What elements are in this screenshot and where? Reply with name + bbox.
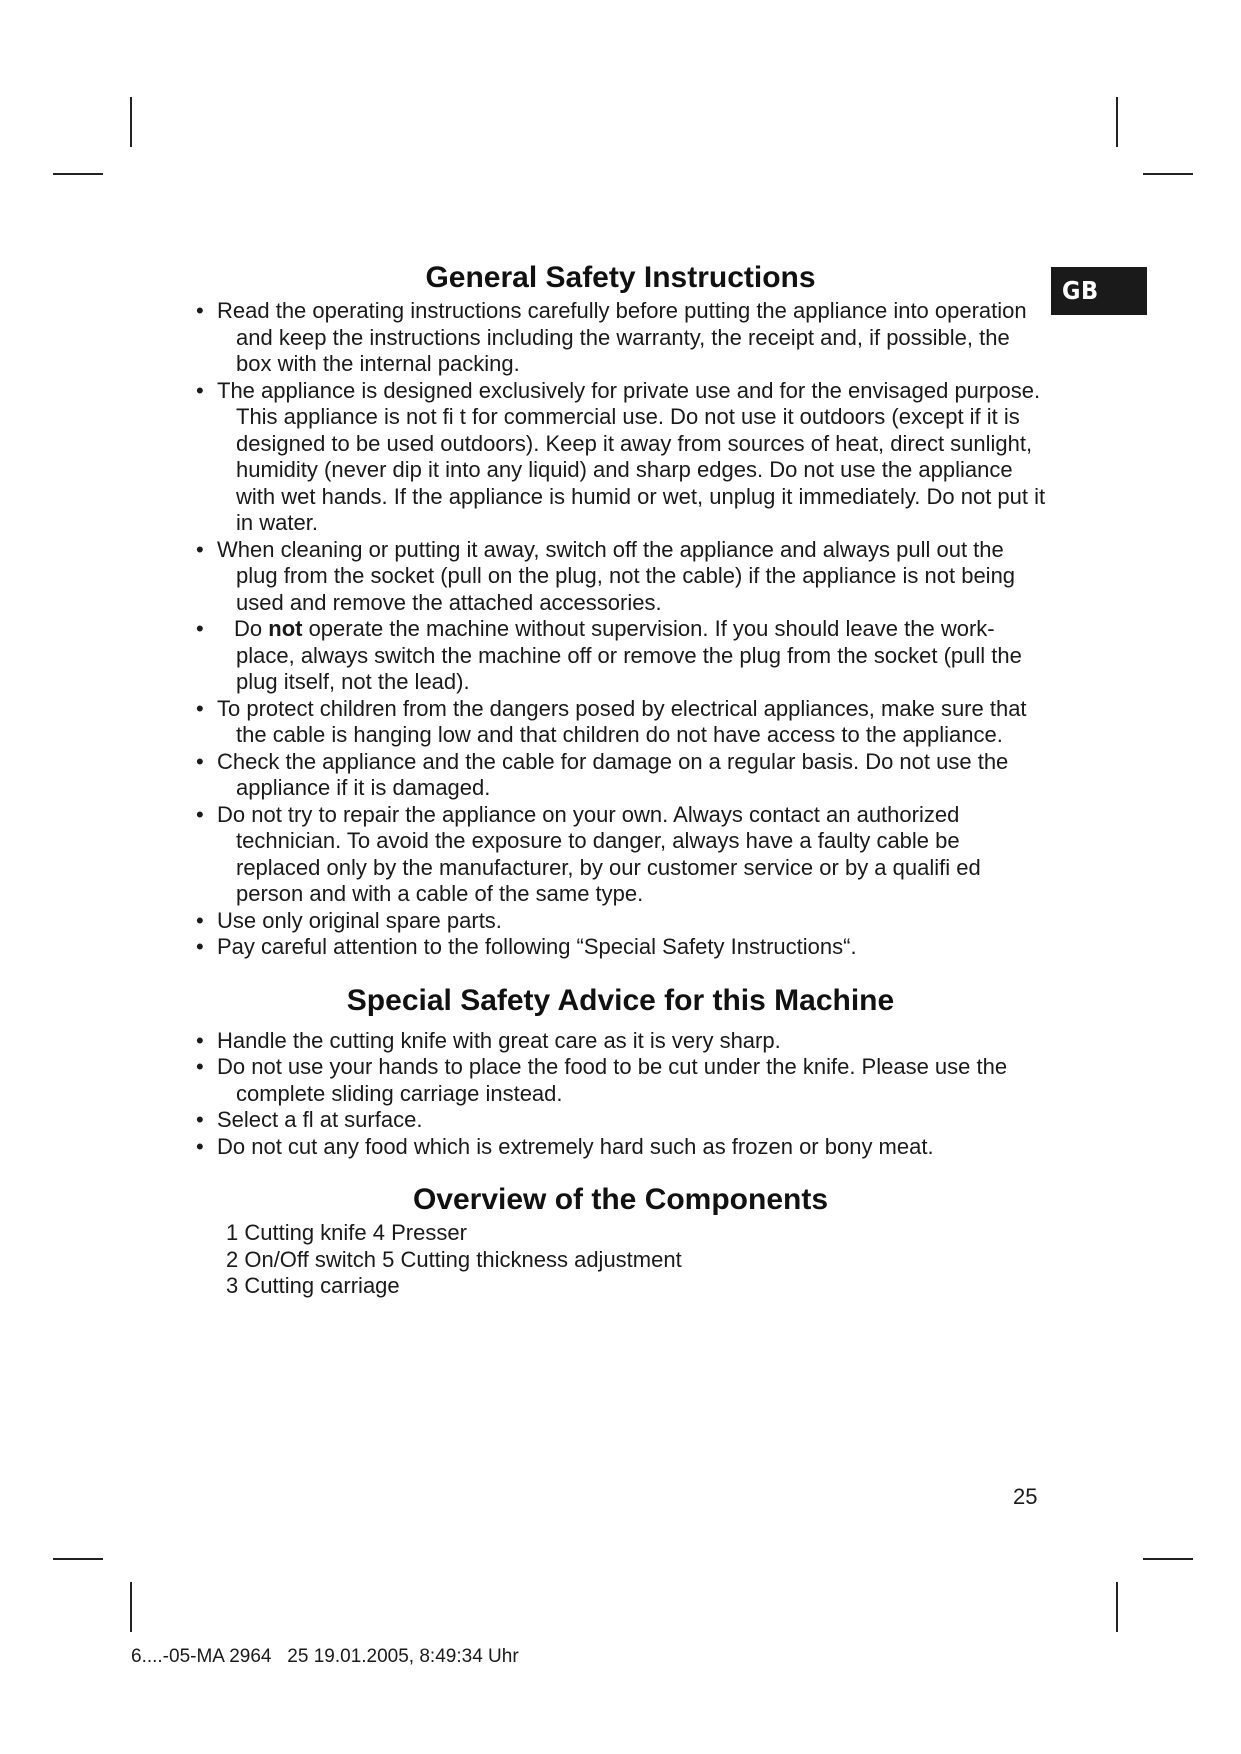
bullet-icon: • (196, 1133, 204, 1159)
list-item: • Check the appliance and the cable for damage on a regular basis. Do not use the appliance if it is damaged. (196, 748, 1009, 800)
components-list (193, 1220, 1048, 1300)
list-item: • Handle the cutting knife with great care as it is very sharp. (196, 1027, 781, 1053)
crop-mark-bottom-right-horizontal (1143, 1558, 1193, 1560)
crop-mark-bottom-left-vertical (130, 1582, 132, 1632)
language-tab: GB (1051, 267, 1147, 315)
bullet-icon: • (196, 695, 204, 721)
list-item: • The appliance is designed exclusively for private use and for the envisaged purpose. This appliance is not fi t for commercial use. Do not use it outdoors (except if it is designed to be used outdoors). Keep it away from sources of heat, direct sunlight, humidity (never dip it into any liquid) and sharp edges. Do not use the appliance with wet hands. If the appliance is humid or wet, unplug it immediately. Do not put it in water. (196, 377, 1046, 535)
list-item: • Select a fl at surface. (196, 1107, 423, 1132)
crop-mark-top-left-vertical (130, 97, 132, 147)
bullet-icon: • (196, 616, 204, 641)
list-item: • Read the operating instructions carefully before putting the appliance into operation and keep the instructions including the warranty, the receipt and, if possible, the box with the internal packing. (196, 298, 1027, 376)
component-line: 3 Cutting carriage (226, 1273, 400, 1298)
bullet-icon: • (196, 377, 204, 403)
list-item: • Use only original spare parts. (196, 907, 502, 933)
list-item: • Do not cut any food which is extremely hard such as frozen or bony meat. (196, 1133, 934, 1159)
crop-mark-top-left-horizontal (53, 173, 103, 175)
list-item: • Do not try to repair the appliance on your own. Always contact an authorized technician. To avoid the exposure to danger, always have a faulty cable be replaced only by the manufacturer, by our customer service or by a qualifi ed person and with a cable of the same type. (196, 801, 981, 906)
components-section (193, 1180, 1048, 1300)
list-item: • Do not use your hands to place the food to be cut under the knife. Please use the complete sliding carriage instead. (196, 1054, 1008, 1106)
general-safety-section (193, 258, 1048, 961)
general-safety-list (193, 298, 1048, 961)
component-line: 1 Cutting knife 4 Presser (226, 1220, 467, 1245)
bullet-icon: • (196, 907, 204, 933)
components-title: Overview of the Components (412, 1183, 829, 1216)
list-item-supervision: • Do not operate the machine without supervision. If you should leave the work-place, always switch the machine off or remove the plug from the socket (pull the plug itself, not the lead). (196, 616, 1022, 694)
page-content (193, 258, 1048, 1300)
crop-mark-top-right-vertical (1116, 97, 1118, 147)
crop-mark-top-right-horizontal (1143, 173, 1193, 175)
special-safety-section (193, 981, 1048, 1161)
emphasis-not: not (268, 616, 303, 641)
component-line: 2 On/Off switch 5 Cutting thickness adjustment (226, 1246, 682, 1272)
bullet-icon: • (196, 536, 204, 562)
bullet-icon: • (196, 748, 204, 774)
crop-mark-bottom-left-horizontal (53, 1558, 103, 1560)
bullet-icon: • (196, 801, 204, 827)
bullet-icon: • (196, 298, 204, 323)
list-item: • To protect children from the dangers posed by electrical appliances, make sure that the cable is hanging low and that children do not have access to the appliance. (196, 695, 1027, 747)
bullet-icon: • (196, 1027, 204, 1053)
bullet-icon: • (196, 1107, 204, 1132)
general-safety-title: General Safety Instructions (425, 261, 816, 294)
special-safety-list (193, 1028, 1048, 1161)
bullet-icon: • (196, 934, 204, 959)
crop-mark-bottom-right-vertical (1116, 1582, 1118, 1632)
special-safety-title: Special Safety Advice for this Machine (346, 983, 895, 1017)
list-item: • Pay careful attention to the following “Special Safety Instructions“. (196, 934, 857, 959)
page-number: 25 (1013, 1484, 1038, 1509)
list-item: • When cleaning or putting it away, switch off the appliance and always pull out the plug from the socket (pull on the plug, not the cable) if the appliance is not being used and remove the attached accessories. (196, 536, 1016, 615)
print-footer: 6....-05-MA 2964 25 19.01.2005, 8:49:34 Uhr (131, 1646, 519, 1667)
bullet-icon: • (196, 1054, 204, 1079)
